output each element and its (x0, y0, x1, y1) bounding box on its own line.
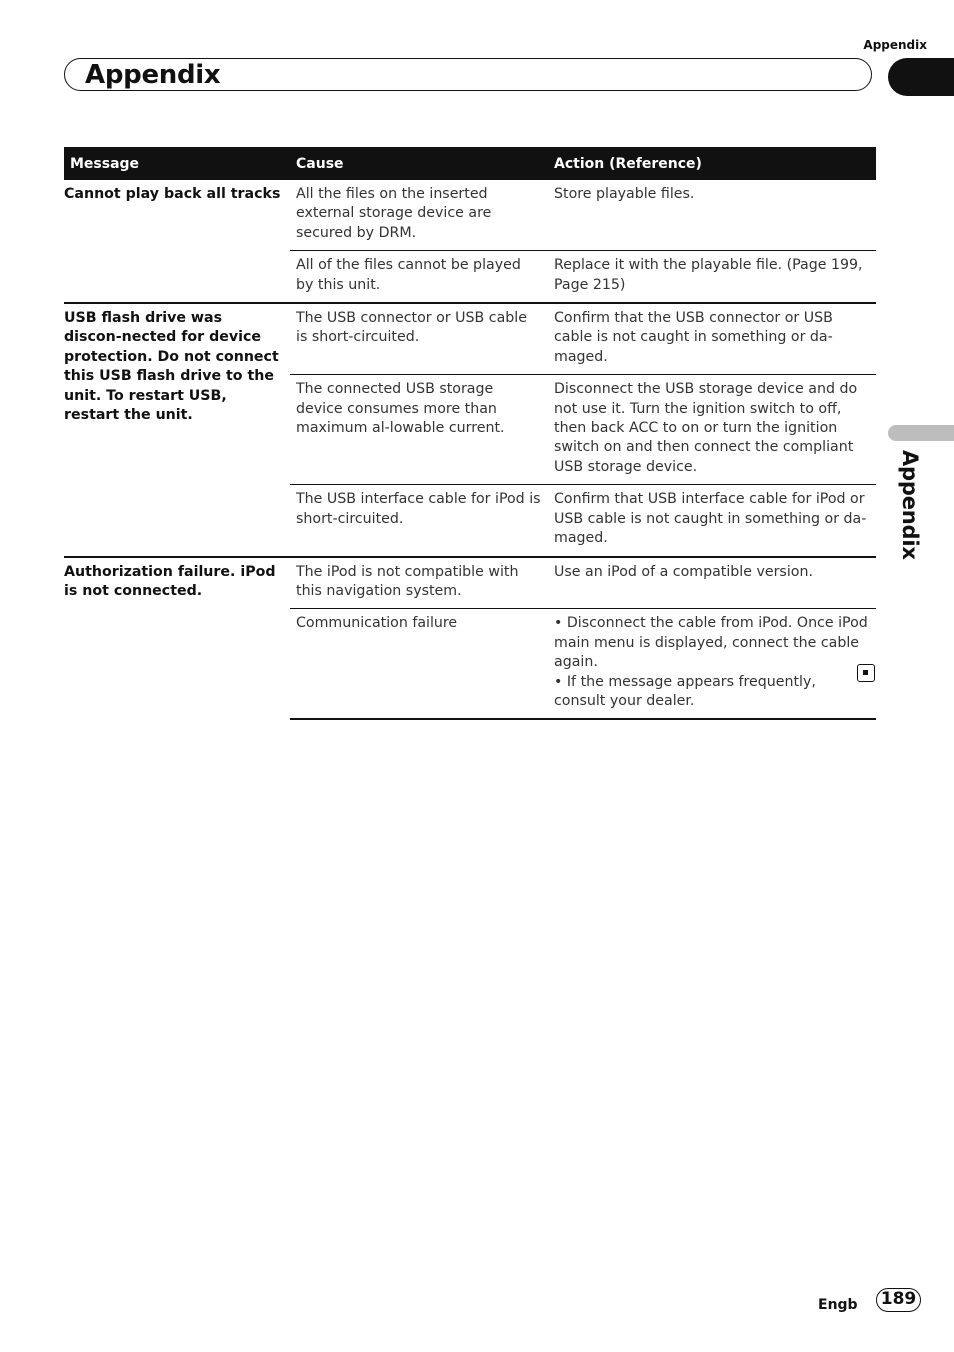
section-title: Appendix (85, 60, 221, 90)
action-cell: Disconnect the USB storage device and do not use it. Turn the ignition switch to off, then back ACC to on or turn the ignition switch on and then connect the compliant USB storage device. (548, 375, 876, 485)
side-tab-label: Appendix (898, 450, 922, 560)
action-cell: Use an iPod of a compatible version. (548, 557, 876, 609)
action-cell: Store playable files. (554, 186, 695, 202)
table-row (64, 557, 876, 609)
column-header-action: Action (Reference) (548, 147, 876, 180)
cause-cell: The USB connector or USB cable is short-circuited. (290, 303, 548, 375)
cause-cell: The iPod is not compatible with this navigation system. (290, 557, 548, 609)
end-of-section-icon (857, 664, 875, 682)
cause-cell: All of the files cannot be played by this unit. (290, 251, 548, 303)
cause-cell: The connected USB storage device consumes more than maximum al-lowable current. (290, 375, 548, 485)
action-cell (548, 609, 876, 720)
cause-cell: The USB interface cable for iPod is short-circuited. (290, 485, 548, 557)
cause-cell: Communication failure (290, 609, 548, 720)
message-cell: USB flash drive was discon-nected for device protection. Do not connect this USB flash drive to the unit. To restart USB, restart the unit. (64, 303, 290, 556)
chapter-tab-marker (888, 58, 954, 96)
column-header-cause: Cause (290, 147, 548, 180)
page-number: 189 (876, 1288, 921, 1312)
column-header-message: Message (64, 147, 290, 180)
table-row (64, 303, 876, 375)
running-head: Appendix (863, 38, 927, 52)
action-cell: Confirm that USB interface cable for iPod or USB cable is not caught in something or da-maged. (548, 485, 876, 557)
table-header-row (64, 147, 876, 180)
side-tab (880, 450, 940, 570)
message-cell: Authorization failure. iPod is not connected. (64, 557, 290, 720)
table-row (64, 180, 876, 251)
action-bullet: • Disconnect the cable from iPod. Once iPod main menu is displayed, connect the cable again. (554, 615, 868, 671)
section-title-bar (64, 58, 872, 91)
troubleshooting-table (64, 147, 876, 720)
message-cell: Cannot play back all tracks (64, 186, 281, 202)
cause-cell: All the files on the inserted external storage device are secured by DRM. (296, 186, 492, 241)
action-cell: Replace it with the playable file. (Page 199, Page 215) (548, 251, 876, 303)
language-code: Engb (818, 1297, 858, 1313)
action-bullet: • If the message appears frequently, consult your dealer. (554, 673, 816, 709)
side-tab-marker (888, 425, 954, 441)
action-cell: Confirm that the USB connector or USB cable is not caught in something or da-maged. (548, 303, 876, 375)
